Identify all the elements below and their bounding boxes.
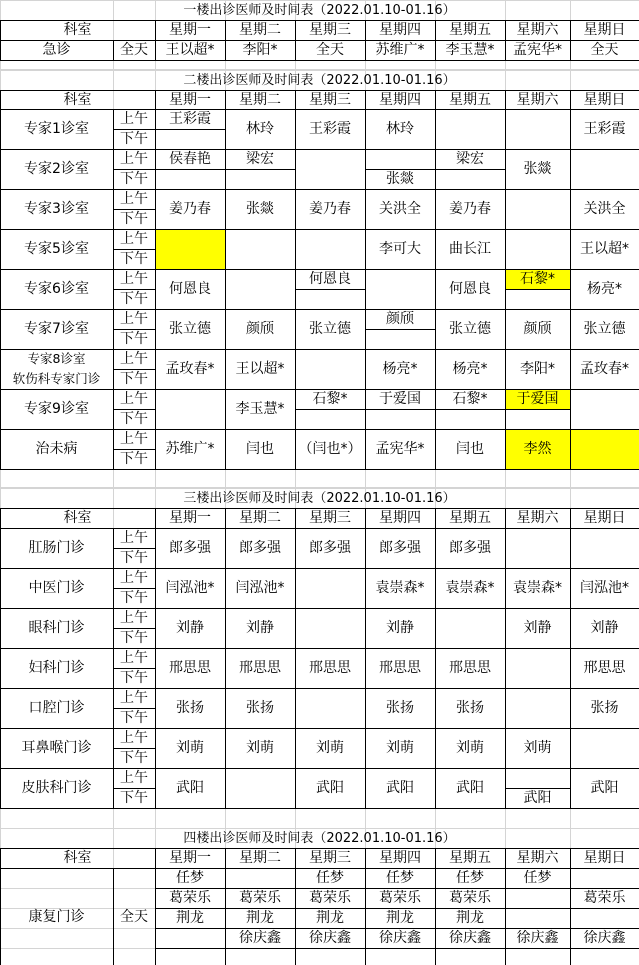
- doctor-name: 何恩良: [169, 281, 211, 297]
- divider-line: [295, 349, 296, 389]
- doctor-name-pm: 张燚: [386, 171, 414, 187]
- doctor-name: 邢思思: [379, 660, 421, 676]
- divider-line: [113, 668, 155, 669]
- doctor-name: 郎多强: [169, 540, 211, 556]
- header-day: 星期日: [583, 91, 626, 108]
- doctor-name: 刘静: [176, 620, 204, 636]
- slot-am: 上午: [120, 530, 148, 546]
- slot-am: 上午: [120, 610, 148, 626]
- doctor-name-am: 颜颀: [386, 311, 414, 327]
- header-day: 星期四: [379, 22, 421, 38]
- doctor-name: 关洪全: [583, 201, 626, 217]
- doctor-name: 李阳*: [242, 42, 278, 58]
- divider-line: [435, 169, 505, 170]
- slot-pm: 下午: [120, 670, 148, 686]
- divider-line: [570, 429, 571, 469]
- doctor-name-am: 王彩霞: [169, 111, 211, 127]
- doctor-name: 刘萌: [316, 740, 344, 756]
- doctor-name: 邢思思: [169, 660, 211, 676]
- dept-name: 眼科门诊: [28, 620, 85, 636]
- doctor-name: 刘静: [523, 620, 552, 636]
- dept-name: 治未病: [35, 441, 78, 457]
- divider-line: [365, 409, 435, 410]
- doctor-name: 葛荣乐: [379, 890, 421, 906]
- divider-line: [505, 528, 506, 568]
- header-day: 星期六: [516, 850, 559, 866]
- doctor-name: 荆龙: [246, 910, 274, 926]
- divider-line: [295, 229, 296, 269]
- divider-line: [570, 728, 571, 768]
- slot-pm: 下午: [120, 630, 148, 646]
- doctor-name: 任梦: [523, 870, 552, 886]
- slot-am: 上午: [120, 690, 148, 706]
- doctor-name: 苏维广*: [165, 441, 215, 457]
- divider-line: [435, 409, 505, 410]
- slot-pm: 下午: [120, 131, 148, 147]
- divider-line: [570, 389, 571, 429]
- divider-line: [113, 708, 155, 709]
- header-day: 星期二: [239, 850, 281, 866]
- doctor-name: 杨亮*: [382, 361, 418, 377]
- dept-name: 中医门诊: [28, 580, 85, 596]
- doctor-name: 武阳: [386, 780, 414, 796]
- divider-line: [295, 409, 365, 410]
- doctor-name: 苏维广*: [375, 42, 425, 58]
- doctor-name: 王彩霞: [583, 121, 626, 137]
- doctor-name: 郎多强: [309, 540, 351, 556]
- doctor-name: 武阳: [176, 780, 204, 796]
- slot-pm: 下午: [120, 790, 148, 806]
- header-dept: 科室: [63, 91, 92, 108]
- header-day: 星期四: [379, 510, 421, 526]
- doctor-name: [570, 868, 639, 888]
- doctor-name: 任梦: [176, 870, 204, 886]
- slot-pm: 下午: [120, 710, 148, 726]
- highlight-cell: [156, 230, 225, 269]
- doctor-name: 张燚: [246, 201, 274, 217]
- doctor-name: 张燚: [523, 161, 552, 177]
- highlight-cell: [571, 430, 639, 469]
- dept-name: 专家7诊室: [24, 321, 89, 337]
- doctor-name-am: 石黎*: [520, 271, 555, 287]
- divider-line: [505, 189, 506, 229]
- doctor-name: 孟玫春*: [165, 361, 215, 377]
- doctor-name: 王以超*: [580, 241, 629, 257]
- divider-line: [505, 688, 506, 728]
- slot-label: 全天: [120, 908, 148, 925]
- doctor-name: 刘静: [386, 620, 414, 636]
- doctor-name: 袁崇森*: [375, 580, 425, 596]
- header-day: 星期一: [169, 91, 211, 108]
- floor4-title: 四楼出诊医师及时间表（2022.01.10-01.16）: [183, 830, 456, 846]
- slot-am: 上午: [120, 351, 148, 367]
- divider-line: [505, 788, 570, 789]
- doctor-name: 李然: [523, 441, 552, 457]
- header-day: 星期六: [516, 510, 559, 526]
- divider-line: [295, 568, 296, 608]
- header-day: 星期一: [169, 22, 211, 38]
- divider-line: [295, 289, 365, 290]
- header-dept: 科室: [63, 850, 92, 866]
- slot-pm: 下午: [120, 750, 148, 766]
- slot-am: 上午: [120, 391, 148, 407]
- doctor-name-am: 石黎*: [452, 391, 488, 407]
- divider-line: [113, 249, 155, 250]
- doctor-name: 闫也: [456, 441, 484, 457]
- doctor-name: 刘萌: [456, 740, 484, 756]
- doctor-name: 李玉慧*: [445, 42, 495, 58]
- divider-line: [113, 209, 155, 210]
- doctor-name-am: 于爱国: [379, 391, 421, 407]
- doctor-name: 葛荣乐: [239, 890, 281, 906]
- divider-line: [295, 948, 365, 949]
- header-day: 星期日: [583, 510, 626, 526]
- dept-name: 专家9诊室: [24, 401, 89, 417]
- dept-name: 专家8诊室: [27, 350, 86, 366]
- doctor-name: 葛荣乐: [583, 890, 626, 906]
- header-day: 星期三: [309, 850, 351, 866]
- dept-name: 专家6诊室: [24, 281, 89, 297]
- doctor-name-am: 石黎*: [312, 391, 348, 407]
- divider-line: [113, 289, 155, 290]
- divider-line: [0, 508, 639, 509]
- divider-line: [113, 369, 155, 370]
- doctor-name: 刘萌: [246, 740, 274, 756]
- doctor-name: [505, 908, 570, 928]
- slot-pm: 下午: [120, 251, 148, 267]
- dept-name: 皮肤科门诊: [21, 780, 92, 796]
- divider-line: [505, 109, 506, 149]
- divider-line: [435, 608, 436, 648]
- slot-pm: 下午: [120, 171, 148, 187]
- doctor-name: 孟玫春*: [580, 361, 629, 377]
- header-day: 星期四: [379, 850, 421, 866]
- slot-am: 上午: [120, 111, 148, 127]
- doctor-name: 全天: [590, 42, 619, 58]
- divider-line: [505, 409, 570, 410]
- doctor-name: 徐庆鑫: [516, 930, 559, 946]
- slot-pm: 下午: [120, 550, 148, 566]
- divider-line: [155, 948, 225, 949]
- divider-line: [505, 948, 570, 949]
- doctor-name: 杨亮*: [452, 361, 488, 377]
- divider-line: [0, 808, 639, 809]
- doctor-name: [505, 888, 570, 908]
- doctor-name-am: 于爱国: [516, 391, 559, 407]
- doctor-name: 徐庆鑫: [239, 930, 281, 946]
- doctor-name: 武阳: [456, 780, 484, 796]
- doctor-name: 姜乃春: [449, 201, 491, 217]
- doctor-name: 任梦: [456, 870, 484, 886]
- divider-line: [225, 768, 226, 808]
- dept-name: 急诊: [42, 42, 71, 58]
- divider-line: [570, 149, 571, 189]
- divider-line: [435, 948, 505, 949]
- dept-name: 妇科门诊: [28, 660, 85, 676]
- divider-line: [365, 948, 435, 949]
- doctor-name: 任梦: [316, 870, 344, 886]
- divider-line: [295, 149, 296, 189]
- doctor-name: 闫泓池*: [235, 580, 285, 596]
- divider-line: [113, 788, 155, 789]
- doctor-name: 李可大: [379, 241, 421, 257]
- header-dept: 科室: [63, 22, 92, 38]
- header-dept: 科室: [63, 510, 92, 526]
- divider-line: [113, 329, 155, 330]
- doctor-name: 武阳: [316, 780, 344, 796]
- divider-line: [113, 628, 155, 629]
- divider-line: [365, 329, 435, 330]
- divider-line: [113, 409, 155, 410]
- divider-line: [113, 588, 155, 589]
- slot-am: 上午: [120, 151, 148, 167]
- doctor-name: 王彩霞: [309, 121, 351, 137]
- dept-name: 口腔门诊: [28, 700, 85, 716]
- divider-line: [113, 169, 155, 170]
- doctor-name: 张立德: [449, 321, 491, 337]
- doctor-name: 姜乃春: [309, 201, 351, 217]
- slot-am: 上午: [120, 431, 148, 447]
- slot-pm: 下午: [120, 291, 148, 307]
- divider-line: [365, 169, 435, 170]
- slot-am: 上午: [120, 770, 148, 786]
- doctor-name-am: 侯春艳: [169, 151, 211, 167]
- doctor-name: 刘萌: [386, 740, 414, 756]
- floor3-title: 三楼出诊医师及时间表（2022.01.10-01.16）: [183, 490, 456, 506]
- doctor-name: 刘萌: [523, 740, 552, 756]
- doctor-name-am: 梁宏: [246, 151, 274, 167]
- divider-line: [0, 90, 1, 109]
- doctor-name: 徐庆鑫: [449, 930, 491, 946]
- divider-line: [113, 129, 155, 130]
- divider-line: [505, 229, 506, 269]
- doctor-name: 袁崇森*: [513, 580, 562, 596]
- doctor-name-pm: 武阳: [523, 790, 552, 806]
- doctor-name-am: 何恩良: [309, 271, 351, 287]
- divider-line: [0, 60, 639, 61]
- divider-line: [225, 269, 226, 309]
- divider-line: [505, 289, 570, 290]
- slot-pm: 下午: [120, 411, 148, 427]
- doctor-name: 张立德: [169, 321, 211, 337]
- dept-name: 软伤科专家门诊: [12, 370, 101, 386]
- doctor-name-am: 梁宏: [456, 151, 484, 167]
- doctor-name: 张扬: [176, 700, 204, 716]
- doctor-name: 刘静: [590, 620, 619, 636]
- divider-line: [505, 648, 506, 688]
- doctor-name: [570, 908, 639, 928]
- header-day: 星期五: [449, 91, 491, 108]
- doctor-name: 颜颀: [523, 321, 552, 337]
- divider-line: [295, 608, 296, 648]
- header-day: 星期三: [309, 22, 351, 38]
- slot-pm: 下午: [120, 451, 148, 467]
- doctor-name: 郎多强: [449, 540, 491, 556]
- dept-name: 专家3诊室: [24, 201, 89, 217]
- doctor-name: 徐庆鑫: [309, 930, 351, 946]
- divider-line: [113, 748, 155, 749]
- header-day: 星期六: [516, 91, 559, 108]
- floor1-title: 一楼出诊医师及时间表（2022.01.10-01.16）: [183, 2, 456, 18]
- divider-line: [155, 229, 156, 269]
- slot-label: 全天: [120, 42, 148, 58]
- doctor-name: [155, 928, 225, 948]
- dept-name: 肛肠门诊: [28, 540, 85, 556]
- doctor-name: 张扬: [246, 700, 274, 716]
- divider-line: [365, 269, 366, 309]
- doctor-name: 姜乃春: [169, 201, 211, 217]
- floor2-title: 二楼出诊医师及时间表（2022.01.10-01.16）: [183, 72, 456, 88]
- header-day: 星期二: [239, 22, 281, 38]
- divider-line: [0, 20, 1, 40]
- doctor-name: 徐庆鑫: [583, 930, 626, 946]
- header-day: 星期二: [239, 91, 281, 108]
- doctor-name: 闫泓池*: [165, 580, 215, 596]
- slot-pm: 下午: [120, 331, 148, 347]
- header-day: 星期三: [309, 510, 351, 526]
- dept-name: 耳鼻喉门诊: [21, 740, 92, 756]
- header-day: 星期日: [583, 22, 626, 38]
- doctor-name: 郎多强: [379, 540, 421, 556]
- slot-am: 上午: [120, 570, 148, 586]
- doctor-name: 刘静: [246, 620, 274, 636]
- doctor-name: [225, 868, 295, 888]
- doctor-name: 闫泓池*: [580, 580, 629, 596]
- doctor-name: 王以超*: [165, 42, 215, 58]
- doctor-name: 何恩良: [449, 281, 491, 297]
- doctor-name: 林玲: [386, 121, 414, 137]
- divider-line: [225, 229, 226, 269]
- header-day: 星期一: [169, 510, 211, 526]
- divider-line: [225, 948, 295, 949]
- doctor-name: 荆龙: [316, 910, 344, 926]
- header-day: 星期日: [583, 850, 626, 866]
- slot-pm: 下午: [120, 371, 148, 387]
- divider-line: [225, 169, 295, 170]
- doctor-name: 邢思思: [239, 660, 281, 676]
- doctor-name: 张扬: [590, 700, 619, 716]
- divider-line: [155, 129, 225, 130]
- doctor-name: 郎多强: [239, 540, 281, 556]
- header-day: 星期二: [239, 510, 281, 526]
- doctor-name: 邢思思: [309, 660, 351, 676]
- slot-pm: 下午: [120, 211, 148, 227]
- header-day: 星期五: [449, 22, 491, 38]
- divider-line: [0, 469, 639, 470]
- doctor-name: 葛荣乐: [449, 890, 491, 906]
- doctor-name: 徐庆鑫: [379, 930, 421, 946]
- doctor-name: 王以超*: [235, 361, 285, 377]
- doctor-name: 荆龙: [456, 910, 484, 926]
- header-day: 星期六: [516, 22, 559, 38]
- doctor-name: 孟宪华*: [513, 42, 562, 58]
- doctor-name: （闫也*）: [298, 441, 362, 457]
- header-day: 星期三: [309, 91, 351, 108]
- doctor-name: 荆龙: [176, 910, 204, 926]
- doctor-name: 张扬: [386, 700, 414, 716]
- doctor-name: 曲长江: [449, 241, 491, 257]
- slot-am: 上午: [120, 191, 148, 207]
- dept-name: 专家1诊室: [24, 121, 89, 137]
- doctor-name: 张立德: [583, 321, 626, 337]
- doctor-name: 李玉慧*: [235, 401, 285, 417]
- header-day: 星期一: [169, 850, 211, 866]
- divider-line: [113, 449, 155, 450]
- doctor-name: 葛荣乐: [309, 890, 351, 906]
- header-day: 星期五: [449, 510, 491, 526]
- doctor-name: 张立德: [309, 321, 351, 337]
- dept-name: 专家2诊室: [24, 161, 89, 177]
- header-day: 星期五: [449, 850, 491, 866]
- divider-line: [113, 548, 155, 549]
- doctor-name: 武阳: [590, 780, 619, 796]
- doctor-name: 关洪全: [379, 201, 421, 217]
- doctor-name: 袁崇森*: [445, 580, 495, 596]
- divider-line: [570, 528, 571, 568]
- doctor-name: 邢思思: [449, 660, 491, 676]
- doctor-name: 李阳*: [520, 361, 555, 377]
- doctor-name: 颜颀: [246, 321, 274, 337]
- doctor-name: 全天: [316, 42, 344, 58]
- divider-line: [155, 389, 156, 429]
- slot-pm: 下午: [120, 590, 148, 606]
- doctor-name: 孟宪华*: [375, 441, 425, 457]
- doctor-name: 杨亮*: [587, 281, 622, 297]
- divider-line: [0, 848, 1, 868]
- doctor-name: 林玲: [246, 121, 274, 137]
- divider-line: [570, 948, 639, 949]
- doctor-name: 葛荣乐: [169, 890, 211, 906]
- dept-name: 康复门诊: [28, 908, 85, 925]
- header-day: 星期四: [379, 91, 421, 108]
- doctor-name: 荆龙: [386, 910, 414, 926]
- doctor-name: 任梦: [386, 870, 414, 886]
- doctor-name: 刘萌: [176, 740, 204, 756]
- doctor-name: 邢思思: [583, 660, 626, 676]
- doctor-name: 张扬: [456, 700, 484, 716]
- slot-am: 上午: [120, 271, 148, 287]
- divider-line: [435, 109, 436, 149]
- slot-am: 上午: [120, 231, 148, 247]
- slot-am: 上午: [120, 311, 148, 327]
- divider-line: [0, 508, 1, 528]
- divider-line: [155, 169, 225, 170]
- slot-am: 上午: [120, 650, 148, 666]
- dept-name: 专家5诊室: [24, 241, 89, 257]
- doctor-name: 闫也: [246, 441, 274, 457]
- slot-am: 上午: [120, 730, 148, 746]
- divider-line: [295, 688, 296, 728]
